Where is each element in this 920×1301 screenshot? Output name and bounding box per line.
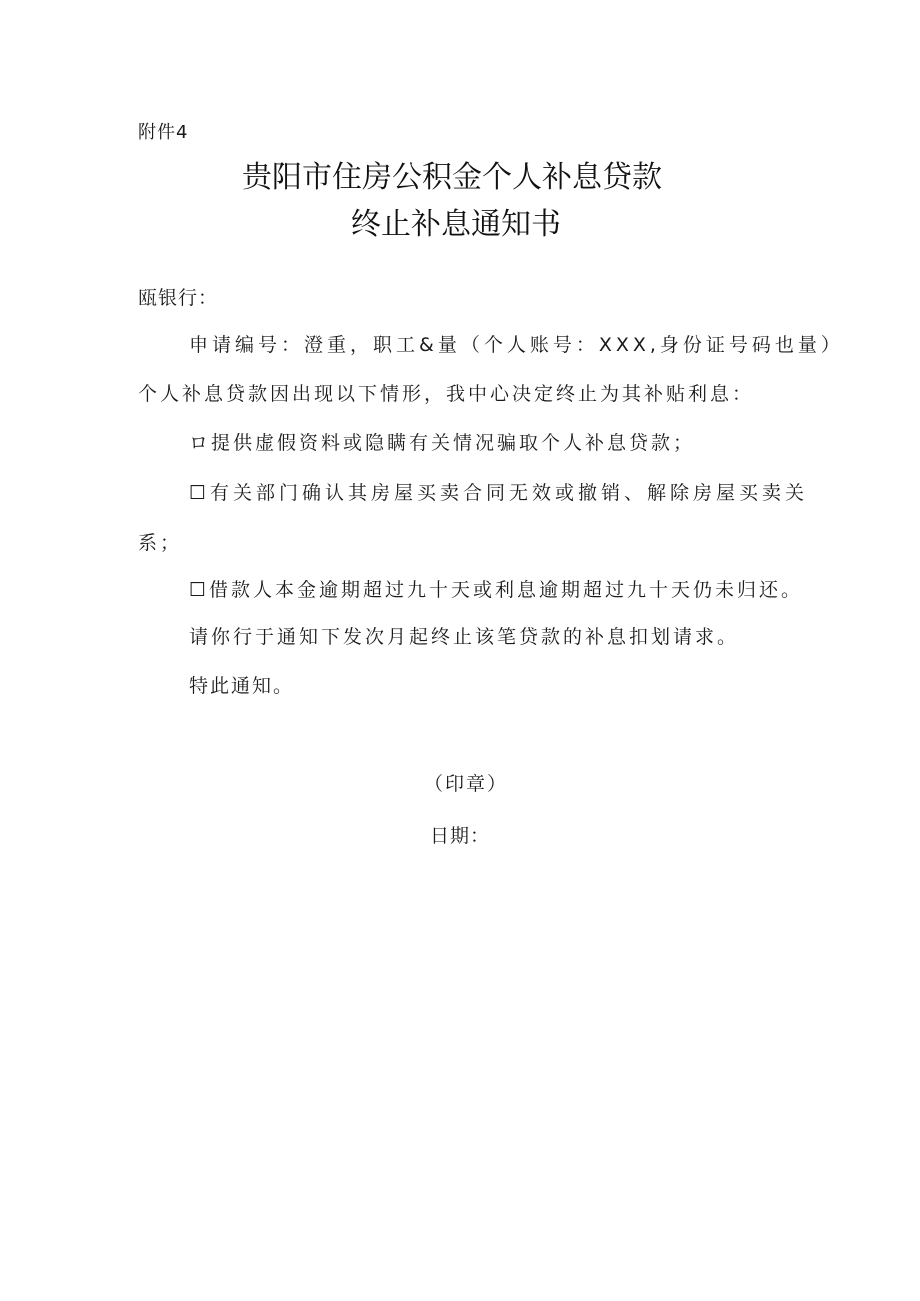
date-label: 日期： [430, 825, 491, 847]
closing-notice: 特此通知。 [189, 675, 295, 697]
seal-placeholder: （印章） [424, 773, 509, 795]
paragraph-1-line-1: 申请编号：澄重，职工&量（个人账号：XXX,身份证号码也量） [189, 334, 844, 356]
attachment-label: 附件4 [138, 122, 189, 143]
document-title-line-2: 终止补息通知书 [351, 207, 561, 242]
addressee: 瓯银行： [138, 287, 219, 309]
request-paragraph: 请你行于通知下发次月起终止该笔贷款的补息扣划请求。 [189, 626, 740, 648]
paragraph-1-line-2: 个人补息贷款因出现以下情形，我中心决定终止为其补贴利息： [138, 383, 755, 405]
condition-option-3: ☐借款人本金逾期超过九十天或利息逾期超过九十天仍未归还。 [189, 579, 804, 601]
document-title-line-1: 贵阳市住房公积金个人补息贷款 [242, 160, 662, 195]
condition-option-2-line-1: ☐有关部门确认其房屋买卖合同无效或撤销、解除房屋买卖关 [189, 482, 809, 504]
condition-option-1: ロ提供虚假资料或隐瞒有关情况骗取个人补息贷款； [189, 432, 696, 454]
condition-option-2-line-2: 系； [138, 532, 183, 554]
